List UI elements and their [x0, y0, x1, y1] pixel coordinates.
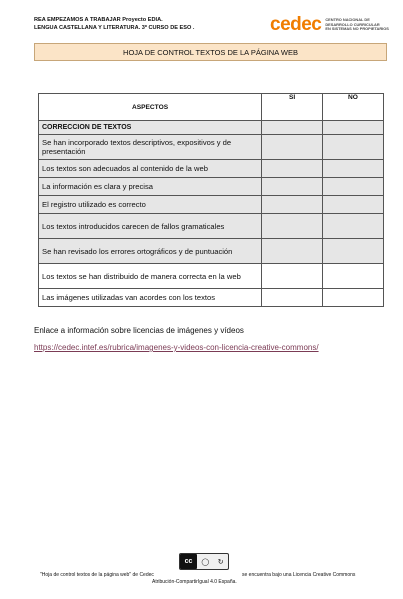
- no-cell[interactable]: [323, 135, 384, 160]
- footer-work-title: "Hoja de control textos de la página web" de Cedec: [40, 572, 154, 578]
- column-header-aspectos: ASPECTOS: [39, 94, 262, 121]
- si-cell[interactable]: [262, 239, 323, 264]
- no-cell[interactable]: [323, 239, 384, 264]
- aspect-text: Los textos introducidos carecen de fallos gramaticales: [39, 214, 262, 239]
- header-line-2: LENGUA CASTELLANA Y LITERATURA. 3º CURSO DE ESO .: [34, 25, 195, 31]
- cc-icon: cc: [180, 554, 197, 569]
- section-row: [39, 121, 384, 135]
- license-link-label: Enlace a información sobre licencias de imágenes y vídeos: [34, 326, 244, 335]
- table-row: [39, 178, 384, 196]
- header-course-info: [34, 16, 194, 32]
- table-row: [39, 135, 384, 160]
- page-header: [34, 14, 394, 44]
- si-cell[interactable]: [262, 121, 323, 135]
- no-cell[interactable]: [323, 178, 384, 196]
- logo-tag-line-3: EN SISTEMAS NO PROPIETARIOS: [325, 26, 389, 32]
- column-header-no: NO: [323, 94, 384, 121]
- logo-wordmark: cedec: [270, 14, 322, 35]
- attribution-icon: ◯: [201, 558, 210, 566]
- aspect-text: El registro utilizado es correcto: [39, 196, 262, 214]
- table-row: [39, 196, 384, 214]
- column-header-si: SI: [262, 94, 323, 121]
- no-cell[interactable]: [323, 214, 384, 239]
- table-row: [39, 239, 384, 264]
- si-cell[interactable]: [262, 289, 323, 307]
- footer-license-text: se encuentra bajo una Licencia Creative Commons: [242, 572, 356, 578]
- table-header-row: [39, 94, 384, 121]
- license-link[interactable]: https://cedec.intef.es/rubrica/imagenes-y-videos-con-licencia-creative-commons/: [34, 343, 319, 352]
- footer-license-name: Atribución-CompartirIgual 4.0 España.: [152, 579, 237, 585]
- si-cell[interactable]: [262, 160, 323, 178]
- logo-tag-line-1: CENTRO NACIONAL DE: [325, 17, 370, 23]
- no-cell[interactable]: [323, 289, 384, 307]
- no-cell[interactable]: [323, 121, 384, 135]
- cc-by-sa-badge: [179, 553, 229, 570]
- aspect-text: Los textos son adecuados al contenido de la web: [39, 160, 262, 178]
- share-alike-icon: ↻: [217, 558, 224, 566]
- logo-tag-line-2: DESARROLLO CURRICULAR: [325, 21, 380, 27]
- document-title-banner: [34, 43, 387, 61]
- header-line-1: REA EMPEZAMOS A TRABAJAR Proyecto EDIA.: [34, 17, 163, 23]
- no-cell[interactable]: [323, 160, 384, 178]
- si-cell[interactable]: [262, 135, 323, 160]
- aspect-text: La información es clara y precisa: [39, 178, 262, 196]
- table-row: [39, 214, 384, 239]
- aspect-text: Se han incorporado textos descriptivos, expositivos y de presentación: [39, 135, 262, 160]
- no-cell[interactable]: [323, 196, 384, 214]
- aspect-text: Las imágenes utilizadas van acordes con los textos: [39, 289, 262, 307]
- si-cell[interactable]: [262, 264, 323, 289]
- table-row: [39, 289, 384, 307]
- no-cell[interactable]: [323, 264, 384, 289]
- table-row: [39, 264, 384, 289]
- cedec-logo: [270, 14, 389, 36]
- table-row: [39, 160, 384, 178]
- aspect-text: Se han revisado los errores ortográficos y de puntuación: [39, 239, 262, 264]
- section-title: CORRECCION DE TEXTOS: [39, 121, 262, 135]
- checklist-table: [38, 93, 384, 307]
- aspect-text: Los textos se han distribuido de manera correcta en la web: [39, 264, 262, 289]
- si-cell[interactable]: [262, 214, 323, 239]
- si-cell[interactable]: [262, 196, 323, 214]
- document-title: HOJA DE CONTROL TEXTOS DE LA PÁGINA WEB: [123, 47, 298, 57]
- logo-tagline: [325, 18, 388, 32]
- si-cell[interactable]: [262, 178, 323, 196]
